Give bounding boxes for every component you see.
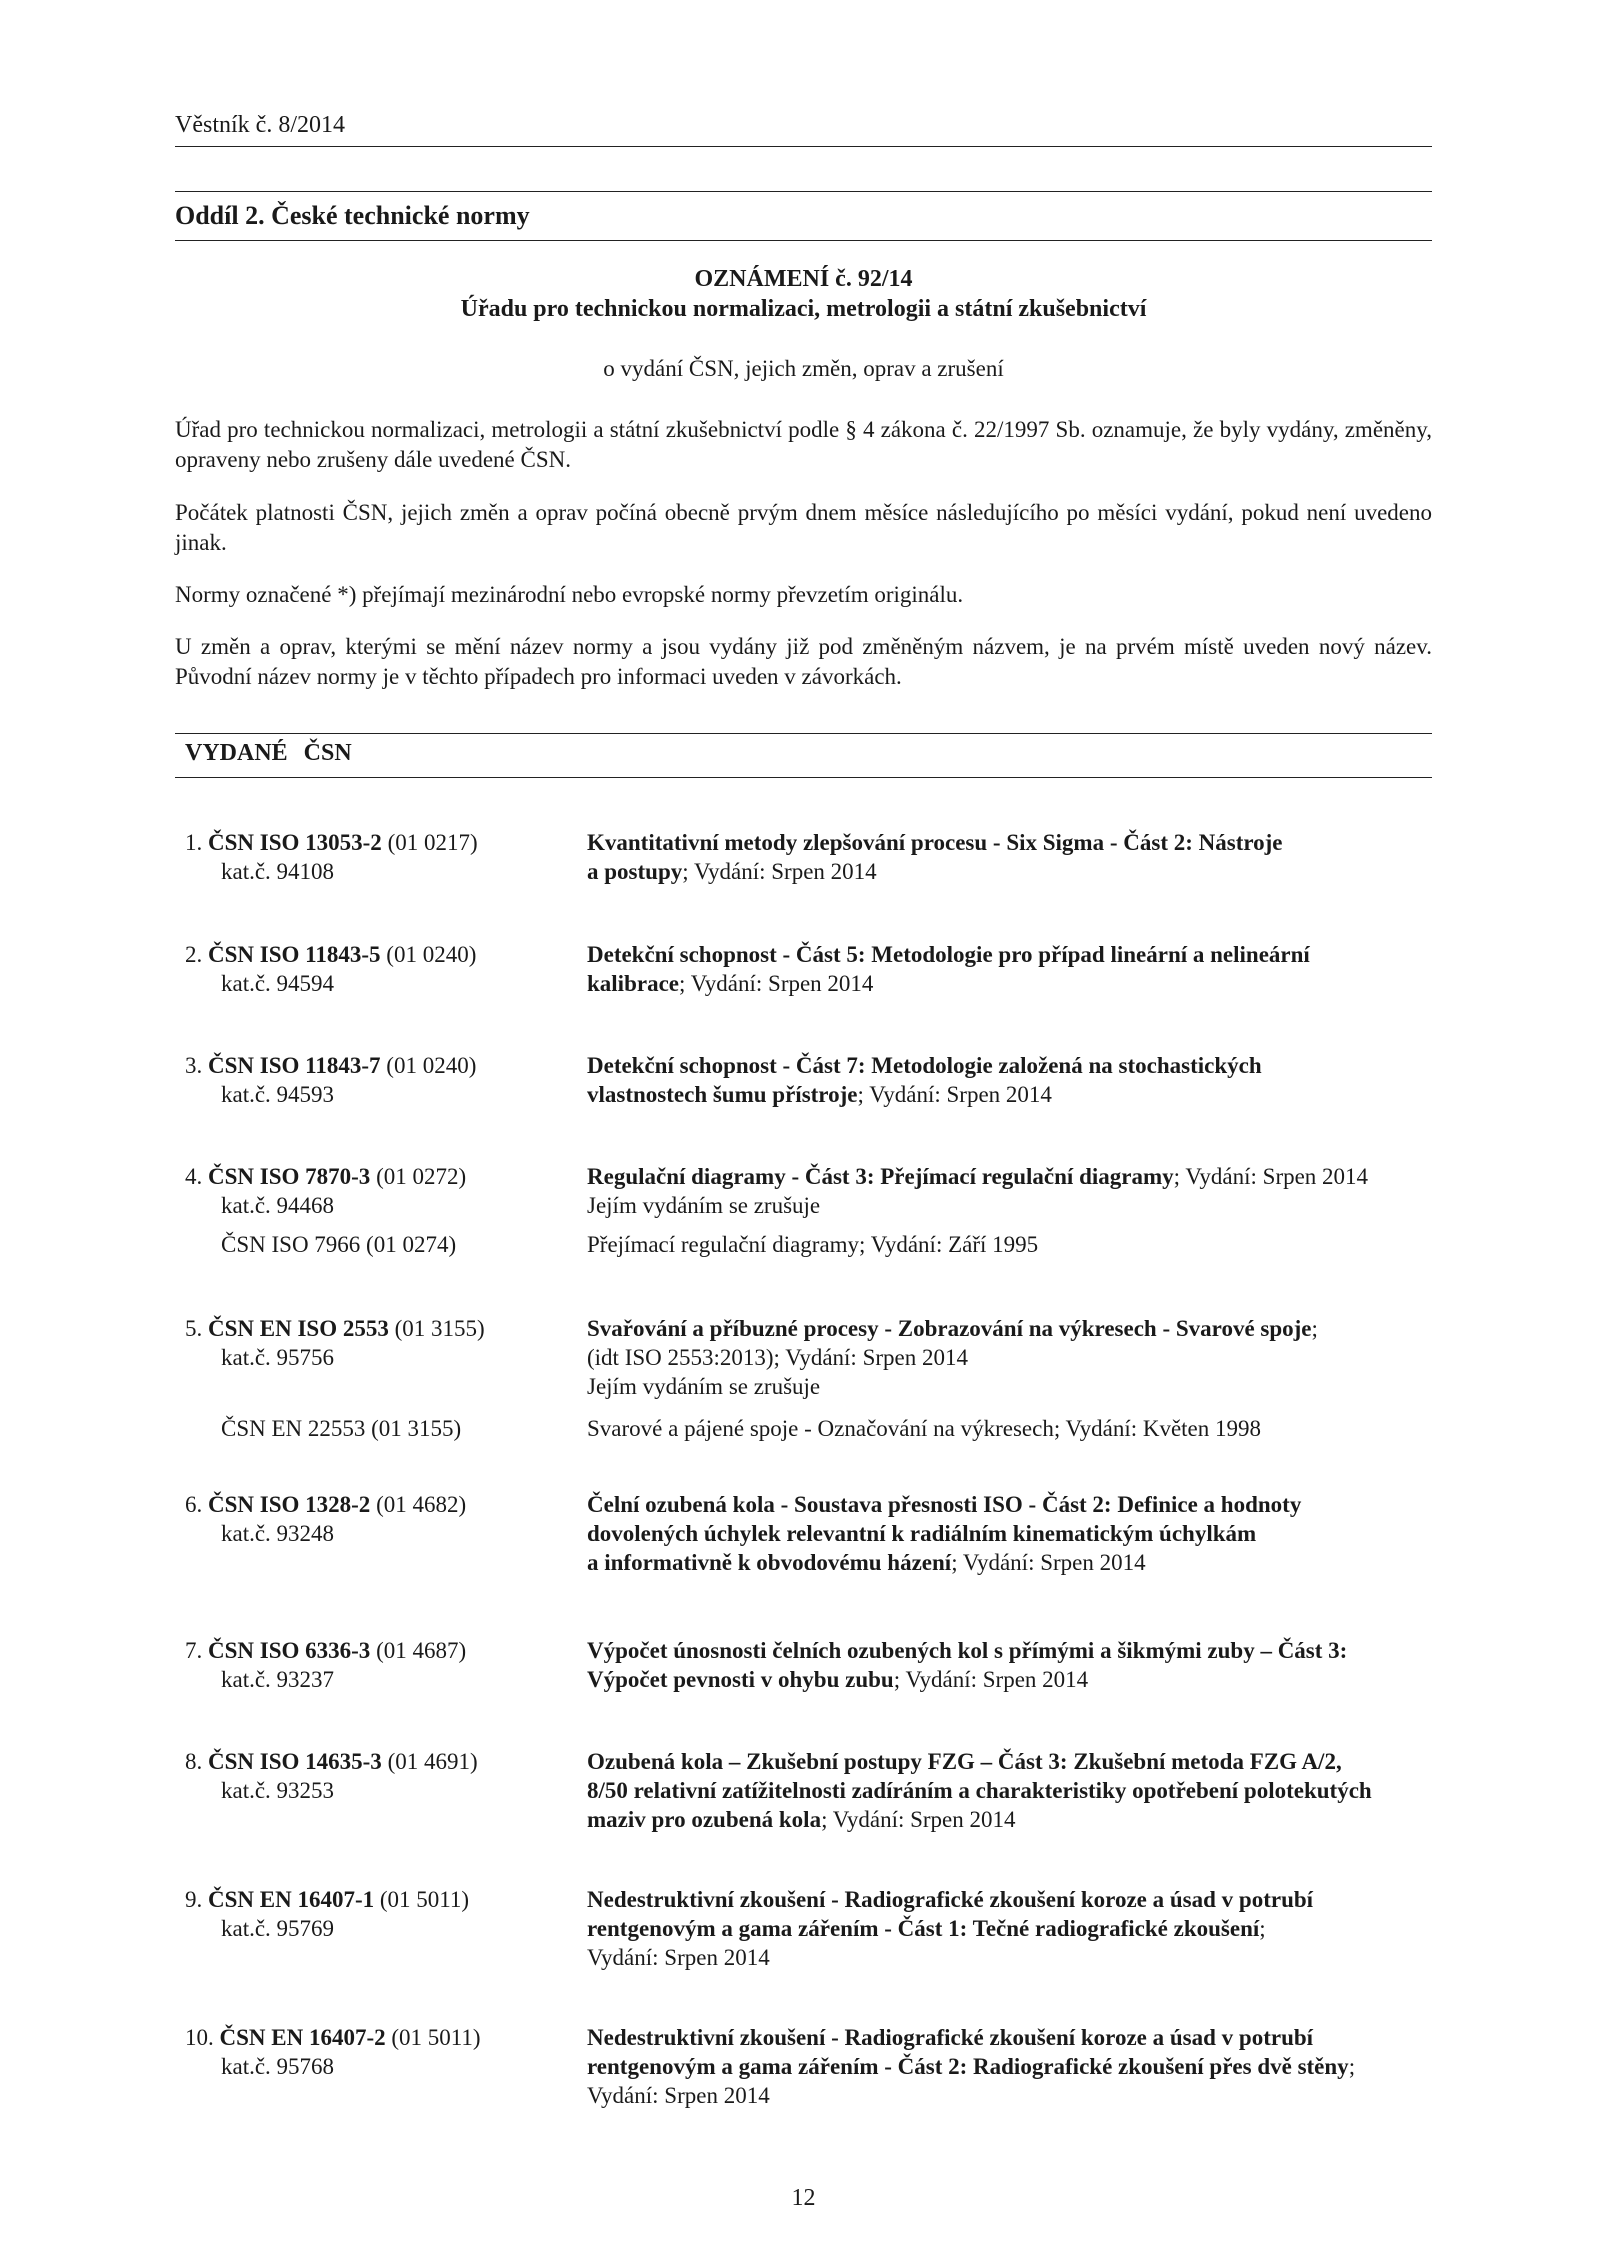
entry-catalog: kat.č. 94593: [221, 1082, 335, 1107]
entry-number: 4.: [185, 1164, 203, 1189]
entry-number: 8.: [185, 1749, 203, 1774]
entry-number: 10.: [185, 2025, 214, 2050]
entry-catalog: kat.č. 94108: [221, 859, 335, 884]
entry-title: [587, 1490, 1437, 1577]
entry-code: ČSN EN 16407-2: [219, 2025, 386, 2050]
entry-title-line: Detekční schopnost - Část 7: Metodologie založená na stochastických: [587, 1053, 1262, 1078]
entry-number: 1.: [185, 830, 203, 855]
entry-class: (01 4687): [376, 1638, 467, 1663]
entry-title-line: Svařování a příbuzné procesy - Zobrazování na výkresech - Svarové spoje;: [587, 1316, 1318, 1341]
entry-title: [587, 2023, 1437, 2110]
entry-identifier: [185, 1051, 565, 1109]
entry-identifier: [185, 1636, 565, 1694]
entry-class: (01 4682): [376, 1492, 467, 1517]
entry-catalog: kat.č. 94594: [221, 971, 335, 996]
entry-title-line: Vydání: Srpen 2014: [587, 1945, 770, 1970]
replaced-code: ČSN ISO 7966 (01 0274): [221, 1232, 457, 1257]
entry-title-line: Vydání: Srpen 2014: [587, 2083, 770, 2108]
entry-identifier: [185, 940, 565, 998]
entry-number: 2.: [185, 942, 203, 967]
entry-class: (01 4691): [387, 1749, 478, 1774]
entry-identifier: [185, 1747, 565, 1805]
entry-title-line: vlastnostech šumu přístroje; Vydání: Srpen 2014: [587, 1082, 1052, 1107]
entry-title-line: Čelní ozubená kola - Soustava přesnosti ISO - Část 2: Definice a hodnoty: [587, 1492, 1302, 1517]
entry-class: (01 0272): [376, 1164, 467, 1189]
entry-title-line: 8/50 relativní zatížitelnosti zadíráním a charakteristiky opotřebení polotekutých: [587, 1778, 1372, 1803]
issued-rule-bottom: [175, 777, 1432, 778]
entry-title-line: a postupy; Vydání: Srpen 2014: [587, 859, 877, 884]
entry-class: (01 3155): [394, 1316, 485, 1341]
entry-title-line: Výpočet pevnosti v ohybu zubu; Vydání: Srpen 2014: [587, 1667, 1089, 1692]
section-rule-top: [175, 191, 1432, 192]
entry-title: [587, 1885, 1437, 1972]
entry-title-line: Kvantitativní metody zlepšování procesu - Six Sigma - Část 2: Nástroje: [587, 830, 1283, 855]
entry-class: (01 0240): [386, 942, 477, 967]
notice-subject: o vydání ČSN, jejich změn, oprav a zrušení: [603, 356, 1004, 381]
entry-catalog: kat.č. 94468: [221, 1193, 335, 1218]
section-rule-bottom: [175, 240, 1432, 241]
entry-identifier: [185, 1885, 565, 1943]
entry-identifier: [185, 828, 565, 886]
entry-title: [587, 940, 1437, 998]
entry-code: ČSN EN 16407-1: [208, 1887, 375, 1912]
entry-code: ČSN ISO 13053-2: [208, 830, 382, 855]
entry-class: (01 5011): [379, 1887, 470, 1912]
entry-title-line: rentgenovým a gama zářením - Část 1: Tečné radiografické zkoušení;: [587, 1916, 1266, 1941]
entry-code: ČSN ISO 11843-7: [208, 1053, 381, 1078]
entry-code: ČSN EN ISO 2553: [208, 1316, 389, 1341]
entry-catalog: kat.č. 93253: [221, 1778, 335, 1803]
notice-number: OZNÁMENÍ č. 92/14: [694, 266, 913, 292]
entry-title-line: a informativně k obvodovému házení; Vydání: Srpen 2014: [587, 1550, 1146, 1575]
entry-title-line: Detekční schopnost - Část 5: Metodologie pro případ lineární a nelineární: [587, 942, 1310, 967]
entry-title-line: Výpočet únosnosti čelních ozubených kol s přímými a šikmými zuby – Část 3:: [587, 1638, 1348, 1663]
entry-note: Jejím vydáním se zrušuje: [587, 1374, 821, 1399]
entry-title: [587, 1314, 1437, 1401]
entry-catalog: kat.č. 95769: [221, 1916, 335, 1941]
issued-rule-top: [175, 733, 1432, 734]
entry-title-line: (idt ISO 2553:2013); Vydání: Srpen 2014: [587, 1345, 968, 1370]
entry-identifier: [185, 2023, 565, 2081]
entry-code: ČSN ISO 14635-3: [208, 1749, 382, 1774]
entry-title-line: dovolených úchylek relevantní k radiálním kinematickým úchylkám: [587, 1521, 1257, 1546]
paragraph: Normy označené *) přejímají mezinárodní nebo evropské normy převzetím originálu.: [175, 582, 964, 607]
entry-note: Jejím vydáním se zrušuje: [587, 1193, 821, 1218]
entry-number: 3.: [185, 1053, 203, 1078]
notice-office: Úřadu pro technickou normalizaci, metrologii a státní zkušebnictví: [460, 296, 1147, 322]
document-page: [175, 0, 1432, 2263]
entry-number: 7.: [185, 1638, 203, 1663]
issued-heading: VYDANÉ ČSN: [185, 740, 352, 766]
entry-identifier: [185, 1490, 565, 1548]
entry-title-line: Nedestruktivní zkoušení - Radiografické zkoušení koroze a úsad v potrubí: [587, 1887, 1314, 1912]
journal-header: Věstník č. 8/2014: [175, 112, 345, 138]
entry-title: [587, 1051, 1437, 1109]
entry-title: [587, 828, 1437, 886]
entry-title-line: rentgenovým a gama zářením - Část 2: Radiografické zkoušení přes dvě stěny;: [587, 2054, 1356, 2079]
entry-catalog: kat.č. 93248: [221, 1521, 335, 1546]
entry-title: [587, 1162, 1437, 1220]
entry-title-line: maziv pro ozubená kola; Vydání: Srpen 2014: [587, 1807, 1016, 1832]
entry-catalog: kat.č. 95756: [221, 1345, 335, 1370]
paragraph: Počátek platnosti ČSN, jejich změn a oprav počíná obecně prvým dnem měsíce následujícího po měsíci vydání, pokud není uvedeno jinak.: [175, 500, 1432, 555]
replaced-title: Svarové a pájené spoje - Označování na výkresech; Vydání: Květen 1998: [587, 1416, 1262, 1441]
entry-title: [587, 1636, 1437, 1694]
entry-catalog: kat.č. 95768: [221, 2054, 335, 2079]
entry-code: ČSN ISO 7870-3: [208, 1164, 371, 1189]
replaced-code: ČSN EN 22553 (01 3155): [221, 1416, 462, 1441]
replaced-title: Přejímací regulační diagramy; Vydání: Září 1995: [587, 1232, 1039, 1257]
entry-class: (01 0217): [387, 830, 478, 855]
entry-identifier: [185, 1162, 565, 1220]
entry-number: 9.: [185, 1887, 203, 1912]
entry-title: [587, 1747, 1437, 1834]
entry-title-line: Ozubená kola – Zkušební postupy FZG – Část 3: Zkušební metoda FZG A/2,: [587, 1749, 1342, 1774]
paragraph: Úřad pro technickou normalizaci, metrologii a státní zkušebnictví podle § 4 zákona č. 22/1997 Sb. oznamuje, že byly vydány, změněny, opraveny nebo zrušeny dále uvedené ČSN.: [175, 417, 1432, 472]
entry-number: 5.: [185, 1316, 203, 1341]
entry-code: ČSN ISO 6336-3: [208, 1638, 371, 1663]
entry-class: (01 0240): [386, 1053, 477, 1078]
entry-title-line: kalibrace; Vydání: Srpen 2014: [587, 971, 874, 996]
entry-code: ČSN ISO 11843-5: [208, 942, 381, 967]
entry-class: (01 5011): [391, 2025, 481, 2050]
entry-number: 6.: [185, 1492, 203, 1517]
section-title: Oddíl 2. České technické normy: [175, 201, 530, 230]
page-number: 12: [791, 2185, 816, 2211]
entry-title-line: Regulační diagramy - Část 3: Přejímací regulační diagramy; Vydání: Srpen 2014: [587, 1164, 1369, 1189]
header-rule: [175, 146, 1432, 147]
entry-identifier: [185, 1314, 565, 1372]
entry-code: ČSN ISO 1328-2: [208, 1492, 371, 1517]
entry-catalog: kat.č. 93237: [221, 1667, 335, 1692]
paragraph: U změn a oprav, kterými se mění název normy a jsou vydány již pod změněným názvem, je na prvém místě uveden nový název. Původní název normy je v těchto případech pro informaci uveden v závorkách.: [175, 634, 1432, 689]
entry-title-line: Nedestruktivní zkoušení - Radiografické zkoušení koroze a úsad v potrubí: [587, 2025, 1314, 2050]
